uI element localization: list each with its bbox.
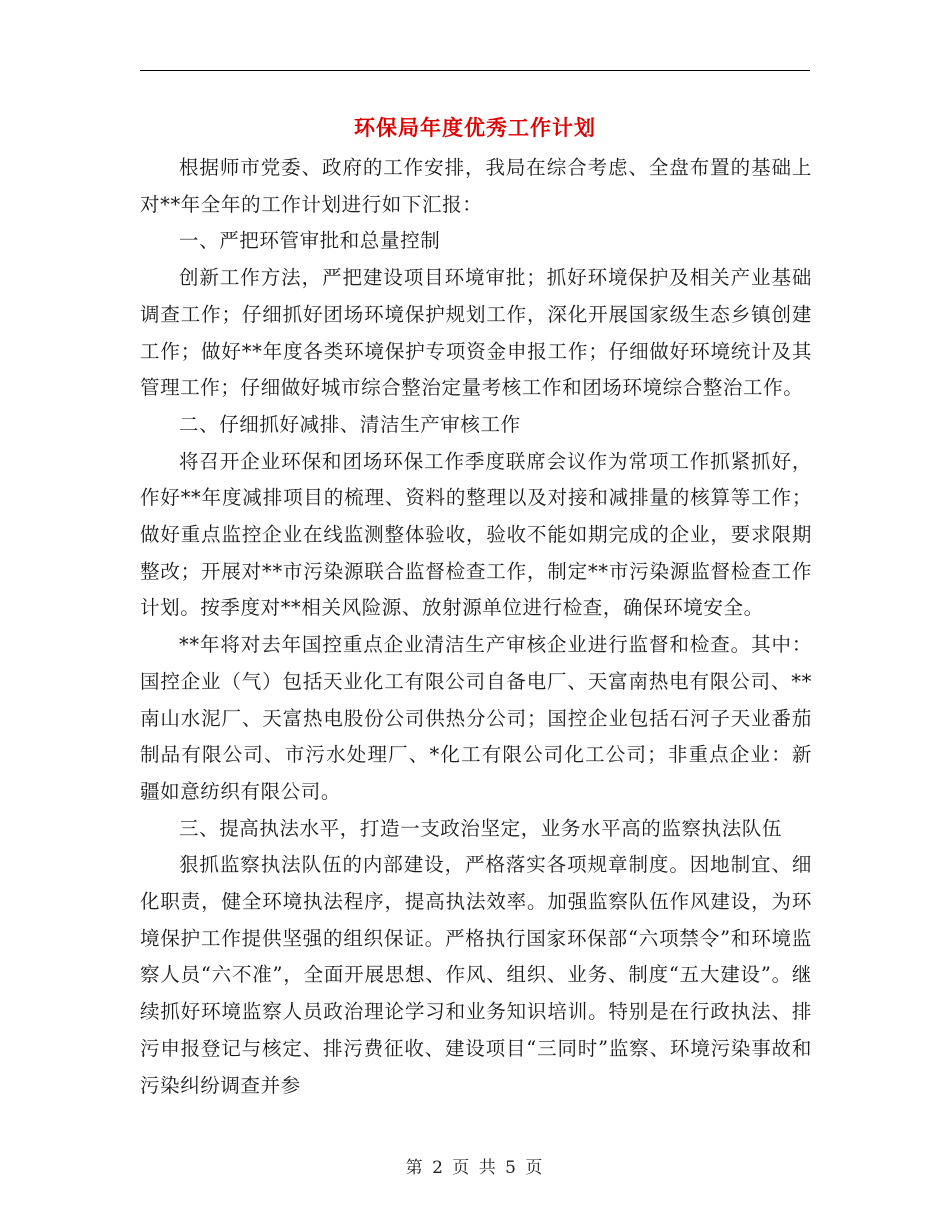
document-body bbox=[140, 150, 812, 1104]
paragraph-section-2b: **年将对去年国控重点企业清洁生产审核企业进行监督和检查。其中：国控企业（气）包括天业化工有限公司自备电厂、天富南热电有限公司、**南山水泥厂、天富热电股份公司供热分公司；国控企业包括石河子天业番茄制品有限公司、市污水处理厂、*化工有限公司化工公司；非重点企业：新疆如意纺织有限公司。 bbox=[140, 633, 812, 803]
section-heading-1: 一、严把环管审批和总量控制 bbox=[179, 229, 441, 253]
header-rule bbox=[140, 70, 810, 71]
section-heading-3: 三、提高执法水平，打造一支政治坚定，业务水平高的监察执法队伍 bbox=[179, 816, 783, 840]
paragraph-section-2a: 将召开企业环保和团场环保工作季度联席会议作为常项工作抓紧抓好，作好**年度减排项目的梳理、资料的整理以及对接和减排量的核算等工作；做好重点监控企业在线监测整体验收，验收不能如期完成的企业，要求限期整改；开展对**市污染源联合监督检查工作，制定**市污染源监督检查工作计划。按季度对**相关风险源、放射源单位进行检查，确保环境安全。 bbox=[140, 449, 812, 620]
paragraph-section-1: 创新工作方法，严把建设项目环境审批；抓好环境保护及相关产业基础调查工作；仔细抓好团场环境保护规划工作，深化开展国家级生态乡镇创建工作；做好**年度各类环境保护专项资金申报工作；仔细做好环境统计及其管理工作；仔细做好城市综合整治定量考核工作和团场环境综合整治工作。 bbox=[140, 266, 812, 400]
page-number-footer: 第 2 页 共 5 页 bbox=[405, 1158, 545, 1178]
section-heading-2: 二、仔细抓好减排、清洁生产审核工作 bbox=[179, 412, 521, 436]
paragraph-intro: 根据师市党委、政府的工作安排，我局在综合考虑、全盘布置的基础上对**年全年的工作计划进行如下汇报： bbox=[140, 156, 812, 216]
paragraph-section-3: 狠抓监察执法队伍的内部建设，严格落实各项规章制度。因地制宜、细化职责，健全环境执法程序，提高执法效率。加强监察队伍作风建设，为环境保护工作提供坚强的组织保证。严格执行国家环保部“六项禁令”和环境监察人员“六不准”，全面开展思想、作风、组织、业务、制度“五大建设”。继续抓好环境监察人员政治理论学习和业务知识培训。特别是在行政执法、排污申报登记与核定、排污费征收、建设项目“三同时”监察、环境污染事故和污染纠纷调查并参 bbox=[140, 853, 812, 1097]
document-title: 环保局年度优秀工作计划 bbox=[354, 115, 596, 140]
